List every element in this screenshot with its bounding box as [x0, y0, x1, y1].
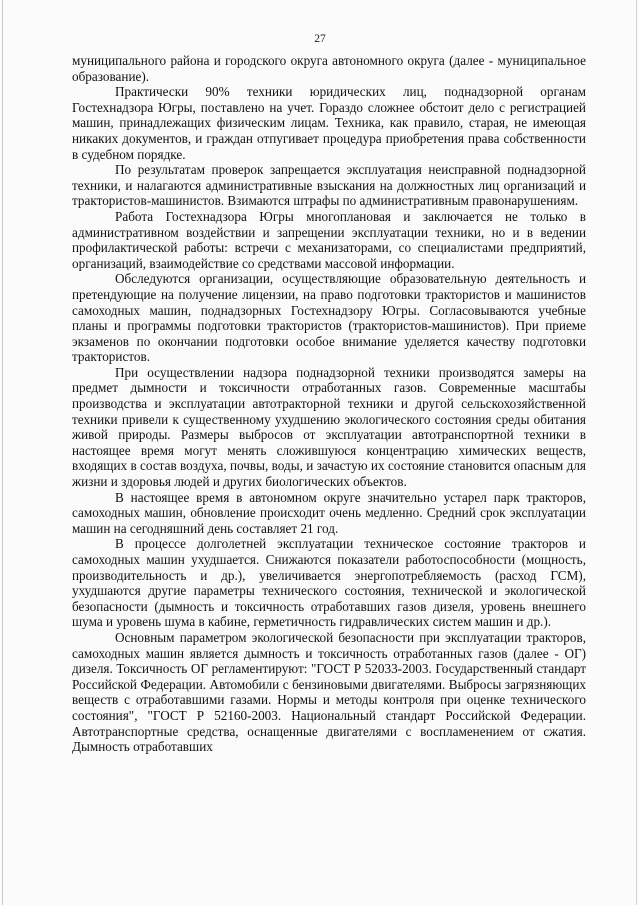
scan-edge-right: [636, 0, 637, 905]
scan-edge-left: [2, 0, 3, 905]
paragraph: В процессе долголетней эксплуатации техническое состояние тракторов и самоходных машин ухудшается. Снижаются показатели работоспособности (мощность, производительность и др.), увеличивается энергопотребляемость (расход ГСМ), ухудшаются другие параметры технического состояния, технической и экологической безопасности (дымность и токсичность отработавших газов дизеля, уровень внешнего шума и уровень шума в кабине, герметичность гидравлических систем машин и др.).: [72, 536, 586, 630]
paragraph: В настоящее время в автономном округе значительно устарел парк тракторов, самоходных машин, обновление происходит очень медленно. Средний срок эксплуатации машин на сегодняшний день составляет 21 год.: [72, 489, 586, 536]
paragraph: Обследуются организации, осуществляющие образовательную деятельность и претендующие на получение лицензии, на право подготовки трактористов и машинистов самоходных машин, поднадзорных Гостехнадзору Югры. Согласовываются учебные планы и программы подготовки трактористов (трактористов-машинистов). При приеме экзаменов по окончании подготовки особое внимание уделяется качеству подготовки трактористов.: [72, 271, 586, 365]
paragraph: При осуществлении надзора поднадзорной техники производятся замеры на предмет дымности и токсичности отработанных газов. Современные масштабы производства и эксплуатации автотракторной техники и другой сельскохозяйственной техники привели к существенному ухудшению экологического состояния среды обитания живой природы. Размеры выбросов от эксплуатации автотранспортной техники в настоящее время могут менять сложившуюся концентрацию химических веществ, входящих в состав воздуха, почвы, воды, и зачастую их состояние становится опасным для жизни и здоровья людей и других биологических объектов.: [72, 364, 586, 490]
paragraph: Работа Гостехнадзора Югры многоплановая и заключается не только в административном воздействии и запрещении эксплуатации техники, но и в ведении профилактической работы: встречи с механизаторами, со специалистами предприятий, организаций, взаимодействие со средствами массовой информации.: [72, 208, 586, 271]
paragraph: По результатам проверок запрещается эксплуатация неисправной поднадзорной техники, и налагаются административные взыскания на должностных лиц организаций и трактористов-машинистов. Взимаются штрафы по административным правонарушениям.: [72, 162, 586, 209]
paragraph: Основным параметром экологической безопасности при эксплуатации тракторов, самоходных машин является дымность и токсичность отработанных газов (далее - ОГ) дизеля. Токсичность ОГ регламентируют: "ГОСТ Р 52033-2003. Государственный стандарт Российской Федерации. Автомобили с бензиновыми двигателями. Выбросы загрязняющих веществ с отработавшими газами. Нормы и методы контроля при оценке технического состояния", "ГОСТ Р 52160-2003. Национальный стандарт Российской Федерации. Автотранспортные средства, оснащенные двигателями с воспламенением от сжатия. Дымность отработавших: [72, 629, 586, 755]
page-number: 27: [314, 33, 326, 45]
paragraph-continuation: муниципального района и городского округа автономного округа (далее - муниципальное образование).: [72, 53, 586, 84]
paragraph: Практически 90% техники юридических лиц, поднадзорной органам Гостехнадзора Югры, поставлено на учет. Гораздо сложнее обстоит дело с регистрацией машин, принадлежащих физическим лицам. Техника, как правило, старая, не имеющая никаких документов, и граждан отпугивает процедура приобретения права собственности в судебном порядке.: [72, 84, 586, 162]
document-body: [72, 53, 586, 755]
